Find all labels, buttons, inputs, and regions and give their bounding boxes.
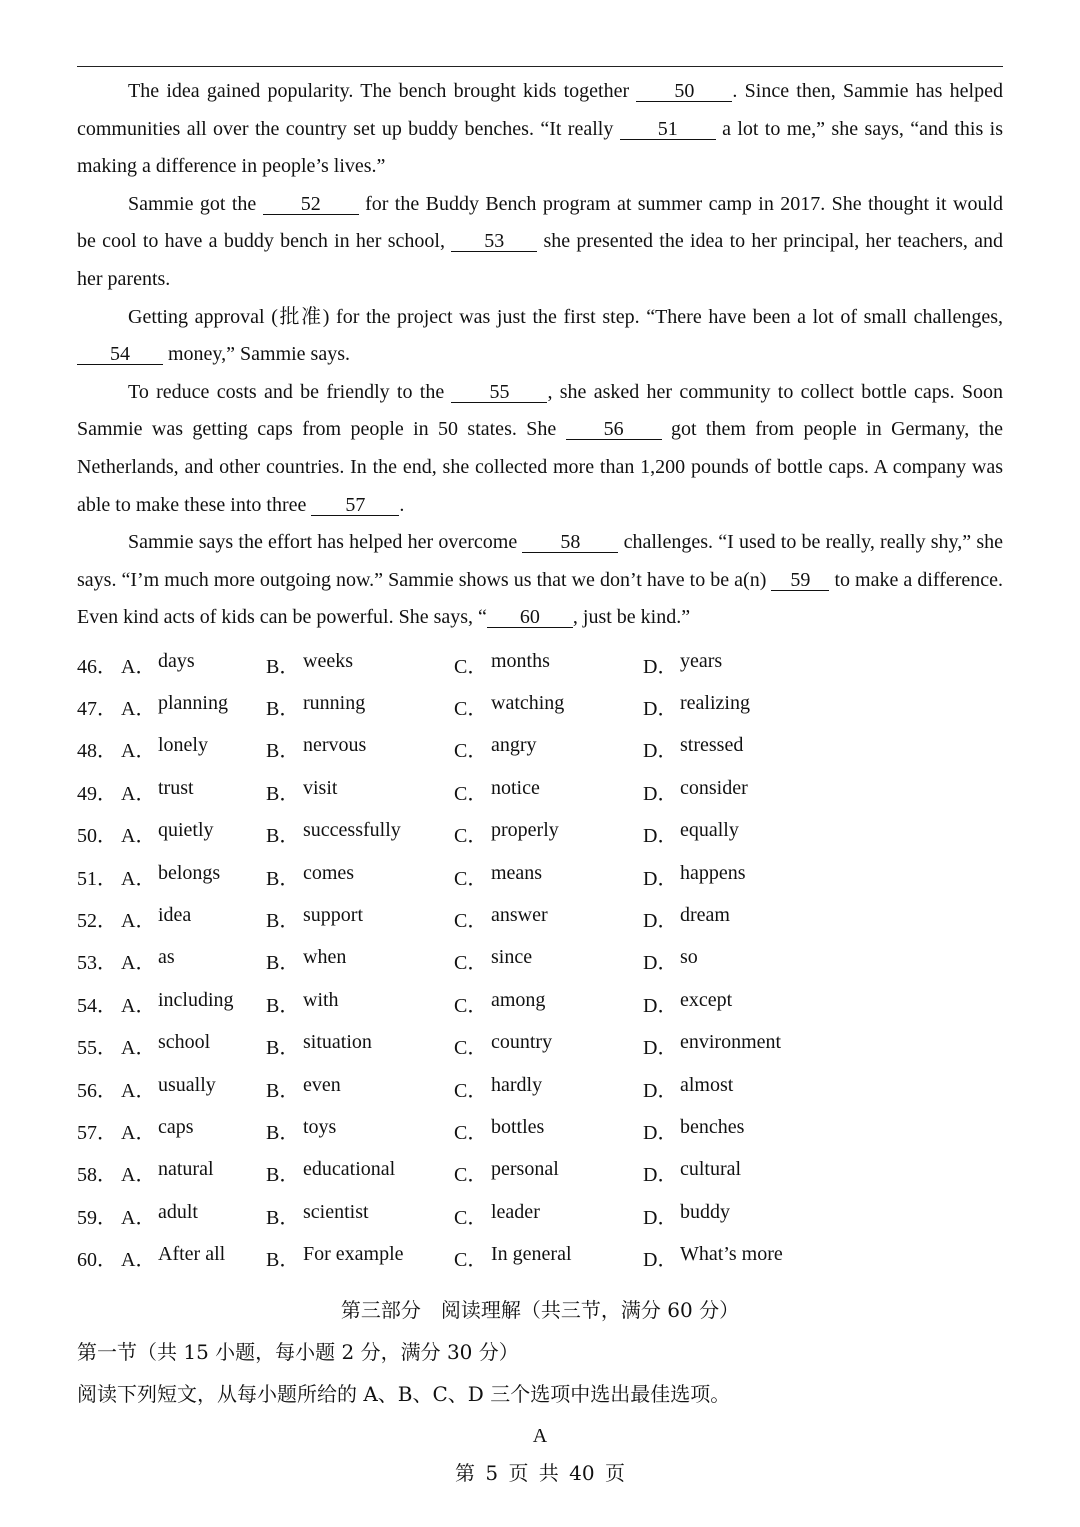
exam-page [77, 66, 1003, 1457]
option-letter: B． [266, 909, 300, 932]
option-letter: A． [121, 655, 156, 678]
option-text: hardly [491, 1073, 543, 1096]
option-text: years [680, 649, 723, 672]
option-c [454, 1201, 643, 1230]
paragraph-text: To reduce costs and be friendly to the [128, 380, 452, 403]
option-text: notice [491, 776, 540, 799]
option-letter: C． [454, 867, 488, 890]
option-b [266, 819, 454, 848]
blank-60: 60 [487, 607, 573, 628]
option-c [454, 904, 643, 933]
option-a [121, 862, 266, 891]
option-a [121, 734, 266, 763]
option-a [121, 1116, 266, 1145]
option-text: What’s more [680, 1243, 783, 1266]
blank-50: 50 [636, 81, 732, 102]
option-letter: C． [454, 825, 488, 848]
option-text: realizing [680, 691, 750, 714]
option-c [454, 650, 643, 679]
question-number: 51． [77, 867, 117, 890]
option-letter: D． [643, 1037, 678, 1060]
option-letter: B． [266, 1079, 300, 1102]
option-b [266, 734, 454, 763]
subsection-title: 第一节（共 15 小题，每小题 2 分，满分 30 分） [77, 1339, 519, 1364]
question-number: 54． [77, 994, 117, 1017]
instruction-text: 阅读下列短文，从每小题所给的 A、B、C、D 三个选项中选出最佳选项。 [77, 1381, 731, 1406]
option-text: with [303, 988, 339, 1011]
option-text: stressed [680, 734, 744, 757]
option-text: belongs [158, 861, 221, 884]
option-text: planning [158, 691, 228, 714]
blank-53: 53 [451, 231, 537, 252]
option-d [643, 862, 746, 891]
option-text: natural [158, 1158, 214, 1181]
paragraph-text: . Since then, Sammie has helped communities all over the country set up buddy benches. “It really [77, 80, 1003, 140]
option-letter: C． [454, 1249, 488, 1272]
option-letter: A． [121, 825, 156, 848]
option-text: support [303, 903, 363, 926]
question-number: 49． [77, 782, 117, 805]
option-a [121, 904, 266, 933]
option-c [454, 1243, 643, 1272]
paragraph-text: she presented the idea to her principal, her teachers, and her parents. [77, 230, 1004, 290]
option-text: leader [491, 1200, 540, 1223]
option-letter: D． [643, 740, 678, 763]
paragraph-text: a lot to me,” she says, “and this is making a difference in people’s lives.” [77, 117, 1003, 178]
option-b [266, 1116, 454, 1145]
option-letter: A． [121, 1037, 156, 1060]
option-letter: D． [643, 1121, 678, 1144]
option-b [266, 777, 454, 806]
option-text: angry [491, 734, 537, 757]
option-b [266, 650, 454, 679]
option-c [454, 1074, 643, 1103]
question-row [77, 1236, 1003, 1278]
option-c [454, 1031, 643, 1060]
question-row [77, 855, 1003, 897]
option-text: school [158, 1031, 211, 1054]
passage-paragraph [77, 299, 1003, 374]
option-letter: D． [643, 1249, 678, 1272]
option-letter: A． [121, 952, 156, 975]
option-letter: D． [643, 825, 678, 848]
option-d [643, 692, 750, 721]
option-letter: C． [454, 1079, 488, 1102]
option-text: buddy [680, 1200, 730, 1223]
option-letter: B． [266, 825, 300, 848]
option-letter: C． [454, 697, 488, 720]
paragraph-text: , just be kind.” [572, 606, 691, 629]
blank-55: 55 [451, 382, 547, 403]
question-row [77, 1194, 1003, 1236]
passage-paragraph [77, 374, 1003, 524]
option-text: In general [491, 1243, 572, 1266]
option-letter: C． [454, 909, 488, 932]
option-d [643, 777, 748, 806]
option-text: answer [491, 903, 548, 926]
option-letter: A． [121, 994, 156, 1017]
option-a [121, 819, 266, 848]
option-d [643, 1031, 781, 1060]
question-number: 59． [77, 1206, 117, 1229]
option-letter: C． [454, 740, 488, 763]
option-text: situation [303, 1031, 372, 1054]
option-letter: B． [266, 952, 300, 975]
paragraph-text: Sammie got the [128, 192, 263, 215]
option-text: means [491, 861, 543, 884]
option-letter: B． [266, 994, 300, 1017]
option-letter: B． [266, 782, 300, 805]
question-row [77, 770, 1003, 812]
option-letter: B． [266, 1206, 300, 1229]
option-letter: B． [266, 1164, 300, 1187]
option-text: trust [158, 776, 194, 799]
paragraph-text: money,” Sammie says. [163, 343, 351, 366]
option-letter: D． [643, 1164, 678, 1187]
option-c [454, 1116, 643, 1145]
answer-options [77, 643, 1003, 1279]
option-b [266, 1074, 454, 1103]
option-d [643, 904, 730, 933]
question-number: 50． [77, 825, 117, 848]
option-a [121, 650, 266, 679]
option-b [266, 862, 454, 891]
option-letter: C． [454, 1206, 488, 1229]
option-c [454, 734, 643, 763]
question-row [77, 897, 1003, 939]
option-b [266, 1201, 454, 1230]
option-text: days [158, 649, 195, 672]
question-number: 52． [77, 909, 117, 932]
option-c [454, 819, 643, 848]
blank-58: 58 [522, 532, 618, 553]
option-text: even [303, 1073, 341, 1096]
option-a [121, 946, 266, 975]
option-c [454, 862, 643, 891]
option-a [121, 1074, 266, 1103]
option-text: weeks [303, 649, 353, 672]
option-letter: D． [643, 1206, 678, 1229]
option-text: dream [680, 903, 730, 926]
question-row [77, 1067, 1003, 1109]
option-letter: C． [454, 1121, 488, 1144]
option-text: personal [491, 1158, 559, 1181]
option-text: toys [303, 1115, 337, 1138]
option-letter: A． [121, 1206, 156, 1229]
option-text: running [303, 691, 366, 714]
paragraph-text: challenges. “I used to be really, really shy,” she says. “I’m much more outgoing now.” Sammie shows us that we don’t have to be a(n) [77, 531, 1003, 591]
option-d [643, 1074, 733, 1103]
blank-57: 57 [311, 495, 399, 516]
option-letter: D． [643, 697, 678, 720]
question-row [77, 685, 1003, 727]
option-text: as [158, 946, 175, 969]
option-a [121, 692, 266, 721]
option-letter: B． [266, 697, 300, 720]
option-text: cultural [680, 1158, 742, 1181]
option-text: scientist [303, 1200, 369, 1223]
question-number: 53． [77, 952, 117, 975]
paragraph-text: . [399, 493, 405, 516]
question-number: 57． [77, 1121, 117, 1144]
paragraph-text: Sammie says the effort has helped her overcome [128, 531, 523, 554]
option-d [643, 1201, 730, 1230]
option-text: when [303, 946, 347, 969]
option-text: months [491, 649, 550, 672]
option-b [266, 692, 454, 721]
option-a [121, 777, 266, 806]
option-a [121, 1031, 266, 1060]
passage-label: A [532, 1424, 548, 1447]
question-number: 56． [77, 1079, 117, 1102]
option-text: After all [158, 1243, 226, 1266]
blank-56: 56 [566, 419, 662, 440]
blank-52: 52 [263, 194, 359, 215]
page-footer: 第 5 页 共 40 页 [455, 1461, 625, 1485]
paragraph-text: Getting approval (批准) for the project was just the first step. “There have been a lot of small challenges, [128, 305, 1003, 328]
option-b [266, 946, 454, 975]
option-letter: A． [121, 1079, 156, 1102]
option-text: so [680, 946, 698, 969]
option-letter: A． [121, 1164, 156, 1187]
option-text: equally [680, 819, 739, 842]
option-letter: C． [454, 655, 488, 678]
question-number: 46． [77, 655, 117, 678]
option-text: visit [303, 776, 338, 799]
question-number: 48． [77, 740, 117, 763]
option-c [454, 989, 643, 1018]
option-letter: A． [121, 867, 156, 890]
option-d [643, 989, 732, 1018]
option-b [266, 1031, 454, 1060]
option-text: For example [303, 1243, 404, 1266]
option-text: environment [680, 1031, 782, 1054]
option-a [121, 1243, 266, 1272]
option-letter: B． [266, 1037, 300, 1060]
option-b [266, 989, 454, 1018]
question-row [77, 982, 1003, 1024]
option-b [266, 1243, 454, 1272]
option-text: usually [158, 1073, 216, 1096]
question-row [77, 812, 1003, 854]
option-d [643, 1158, 741, 1187]
option-letter: B． [266, 1249, 300, 1272]
option-c [454, 692, 643, 721]
option-a [121, 1158, 266, 1187]
option-letter: A． [121, 697, 156, 720]
option-letter: C． [454, 782, 488, 805]
option-c [454, 777, 643, 806]
paragraph-text: , she asked her community to collect bottle caps. Soon Sammie was getting caps from people in 50 states. She [77, 380, 1003, 441]
question-row [77, 1024, 1003, 1066]
blank-59: 59 [771, 570, 829, 591]
option-text: educational [303, 1158, 396, 1181]
question-number: 60． [77, 1249, 117, 1272]
question-row [77, 1152, 1003, 1194]
option-text: happens [680, 861, 746, 884]
paragraph-text: for the Buddy Bench program at summer camp in 2017. She thought it would be cool to have a buddy bench in her school, [77, 192, 1003, 253]
question-row [77, 643, 1003, 685]
question-row [77, 1109, 1003, 1151]
blank-54: 54 [77, 344, 163, 365]
option-text: lonely [158, 734, 208, 757]
option-letter: B． [266, 867, 300, 890]
option-text: country [491, 1031, 553, 1054]
option-text: properly [491, 819, 559, 842]
paragraph-text: got them from people in Germany, the Netherlands, and other countries. In the end, she collected more than 1,200 pounds of bottle caps. A company was able to make these into three [77, 418, 1004, 516]
question-row [77, 728, 1003, 770]
question-row [77, 940, 1003, 982]
option-text: except [680, 988, 733, 1011]
option-text: benches [680, 1115, 745, 1138]
cloze-passage [77, 73, 1003, 637]
option-letter: A． [121, 782, 156, 805]
option-text: watching [491, 691, 565, 714]
option-letter: D． [643, 909, 678, 932]
option-letter: C． [454, 1037, 488, 1060]
option-letter: B． [266, 655, 300, 678]
option-text: caps [158, 1115, 194, 1138]
option-text: quietly [158, 819, 214, 842]
option-text: consider [680, 776, 748, 799]
option-letter: A． [121, 740, 156, 763]
option-text: adult [158, 1200, 198, 1223]
option-c [454, 1158, 643, 1187]
option-letter: C． [454, 952, 488, 975]
option-letter: A． [121, 1249, 156, 1272]
option-a [121, 1201, 266, 1230]
passage-paragraph [77, 524, 1003, 637]
option-text: successfully [303, 819, 401, 842]
question-number: 55． [77, 1037, 117, 1060]
option-d [643, 650, 722, 679]
option-letter: D． [643, 655, 678, 678]
blank-51: 51 [620, 119, 716, 140]
section-title: 第三部分 阅读理解（共三节，满分 60 分） [340, 1297, 740, 1322]
paragraph-text: to make a difference. Even kind acts of kids can be powerful. She says, “ [77, 568, 1003, 629]
option-letter: D． [643, 994, 678, 1017]
option-d [643, 1243, 783, 1272]
option-d [643, 1116, 744, 1145]
option-text: among [491, 988, 546, 1011]
option-text: comes [303, 861, 355, 884]
option-d [643, 734, 743, 763]
option-text: nervous [303, 734, 367, 757]
option-text: since [491, 946, 533, 969]
option-c [454, 946, 643, 975]
passage-paragraph [77, 73, 1003, 186]
option-letter: D． [643, 1079, 678, 1102]
option-letter: D． [643, 952, 678, 975]
option-text: bottles [491, 1115, 545, 1138]
option-letter: C． [454, 994, 488, 1017]
header-rule [77, 66, 1003, 67]
option-d [643, 946, 698, 975]
option-a [121, 989, 266, 1018]
paragraph-text: The idea gained popularity. The bench brought kids together [128, 80, 637, 102]
option-letter: C． [454, 1164, 488, 1187]
option-text: idea [158, 903, 192, 926]
option-b [266, 904, 454, 933]
option-d [643, 819, 739, 848]
option-b [266, 1158, 454, 1187]
question-number: 58． [77, 1164, 117, 1187]
question-number: 47． [77, 697, 117, 720]
option-text: almost [680, 1073, 734, 1096]
option-text: including [158, 988, 234, 1011]
option-letter: A． [121, 1121, 156, 1144]
option-letter: A． [121, 909, 156, 932]
option-letter: D． [643, 782, 678, 805]
option-letter: B． [266, 1121, 300, 1144]
passage-paragraph [77, 186, 1003, 299]
option-letter: B． [266, 740, 300, 763]
option-letter: D． [643, 867, 678, 890]
